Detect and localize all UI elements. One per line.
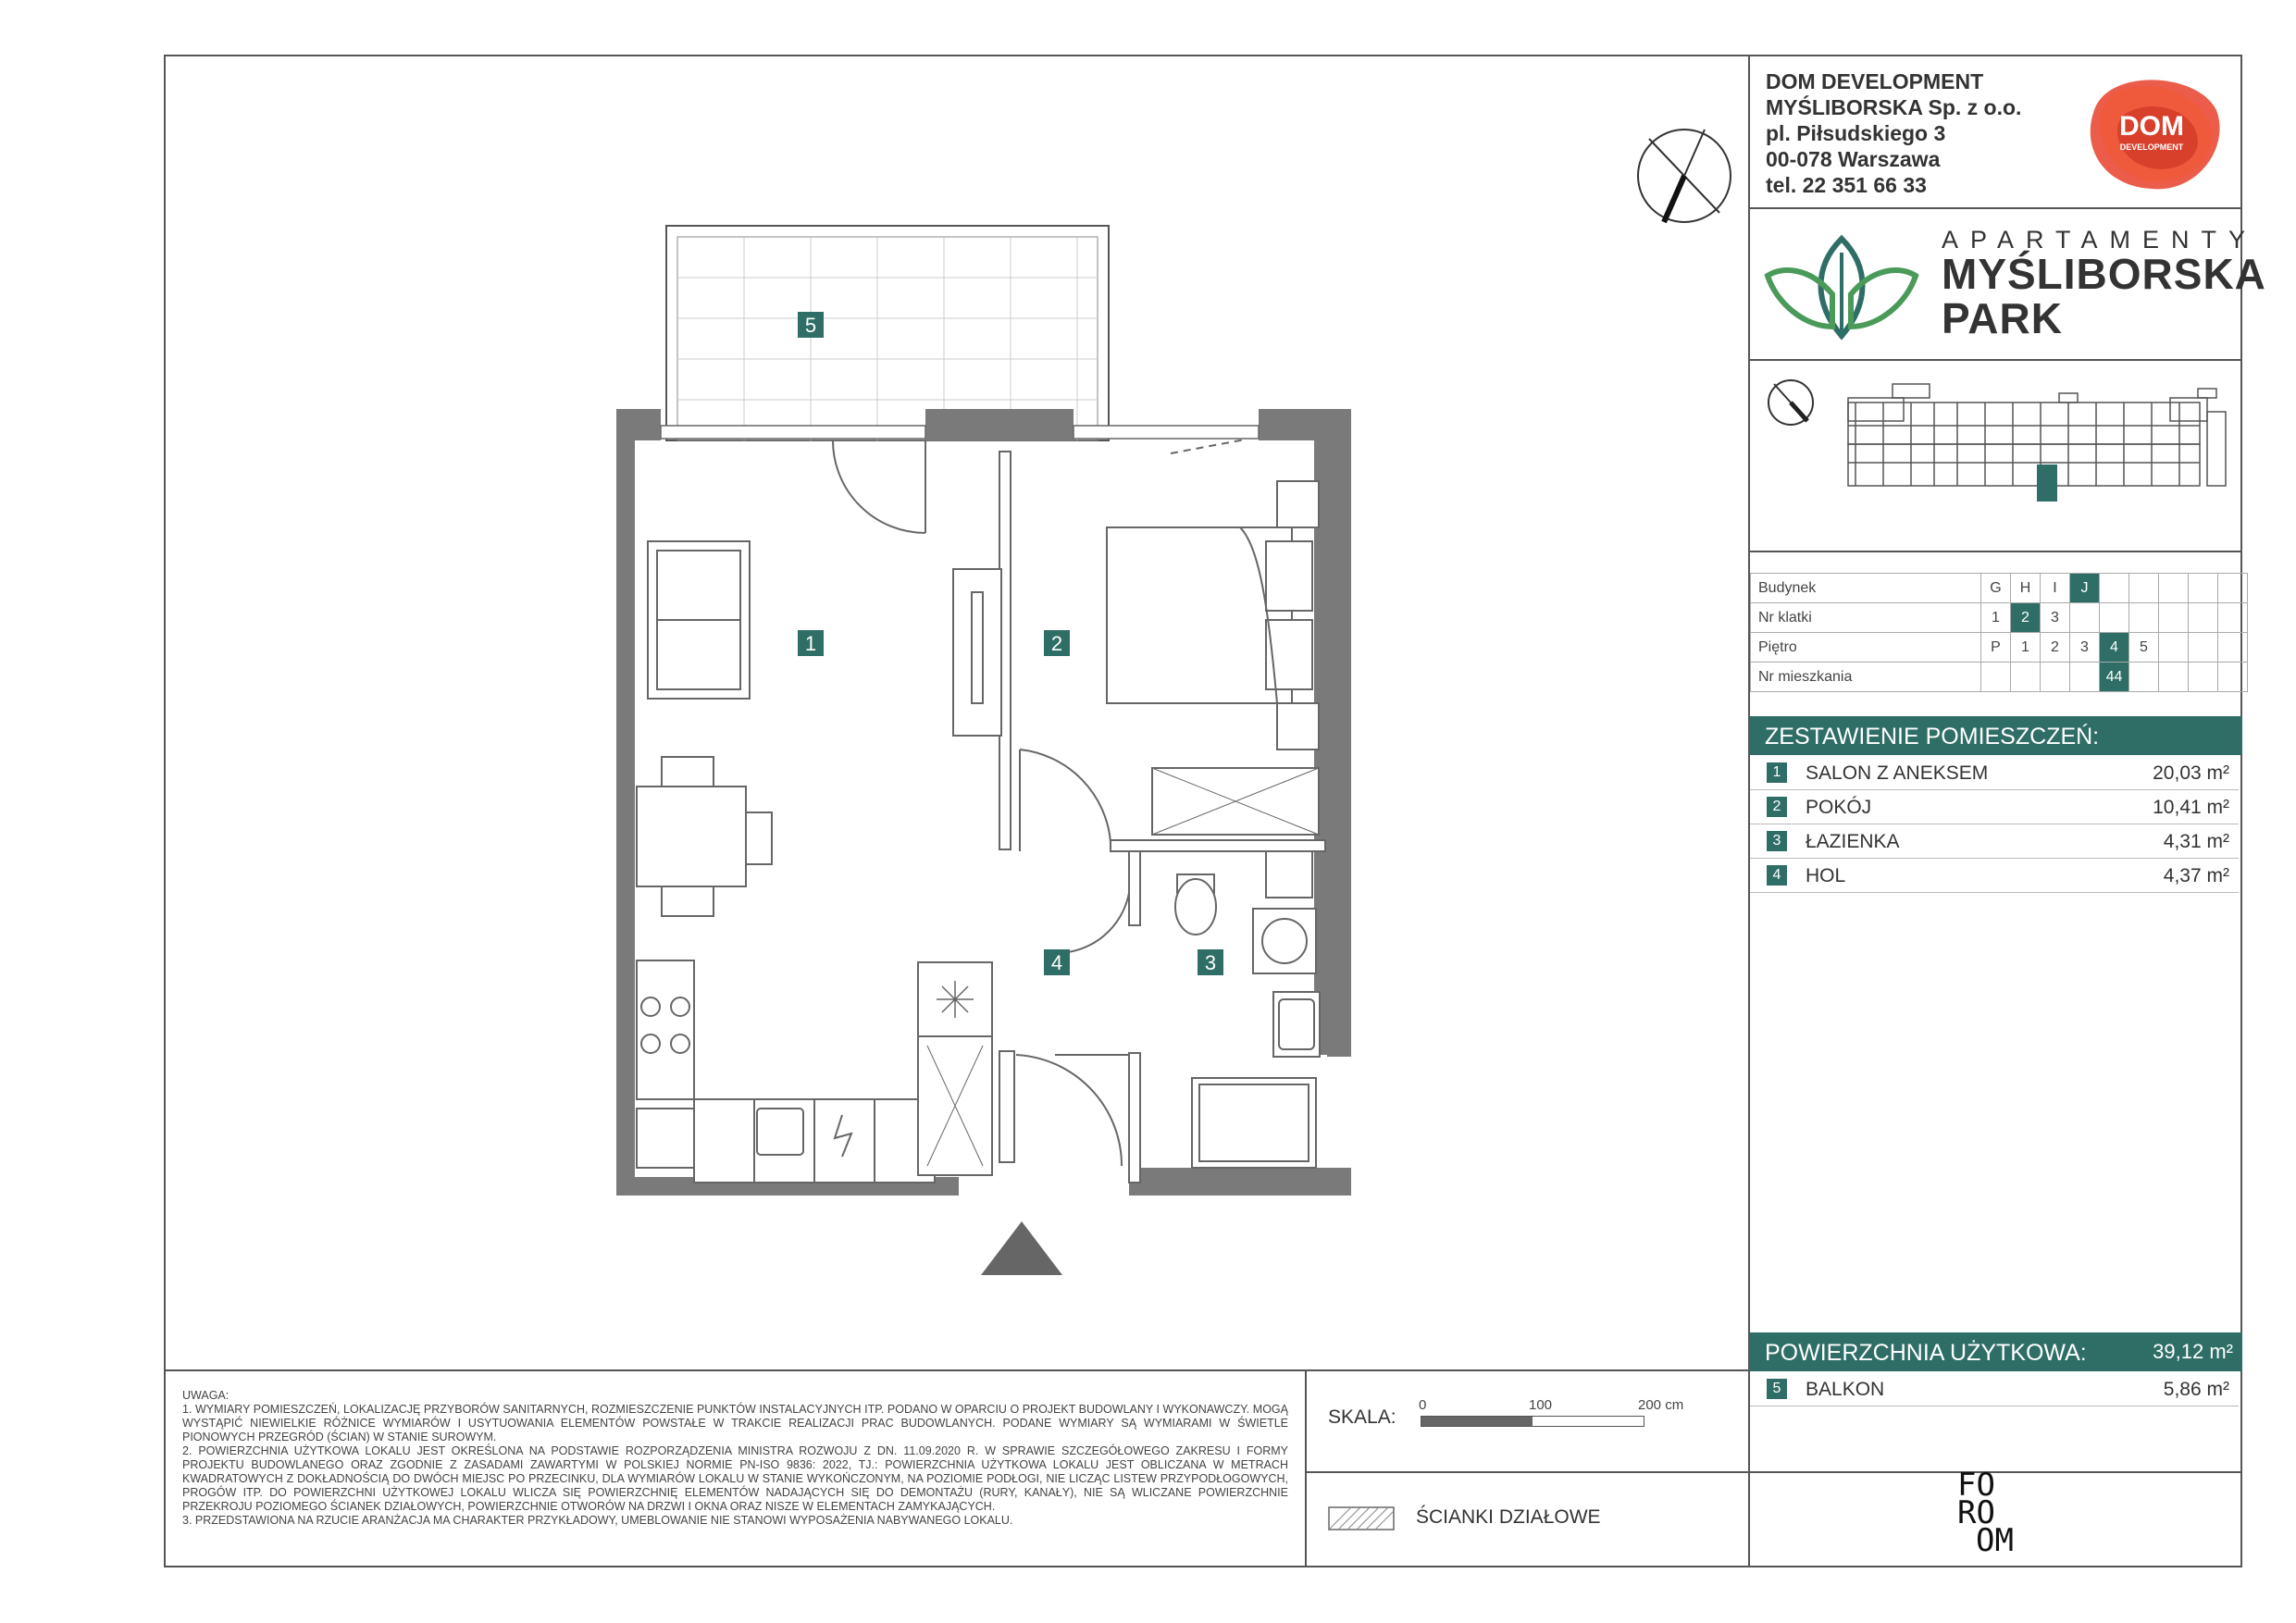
balcony-num: 5 <box>1767 1379 1787 1399</box>
usable-area-label: POWIERZCHNIA UŻYTKOWA: <box>1765 1340 2087 1366</box>
company-legal: MYŚLIBORSKA Sp. z o.o. <box>1766 95 2022 119</box>
info-cell <box>2129 603 2159 633</box>
info-cell <box>2159 633 2189 663</box>
room-row <box>1750 824 2239 859</box>
notes <box>182 1389 1288 1528</box>
entrance-arrow-icon <box>981 1221 1062 1275</box>
info-cell <box>2189 633 2218 663</box>
note-2: 2. POWIERZCHNIA UŻYTKOWA LOKALU JEST OKREŚLONA NA PODSTAWIE ROZPORZĄDZENIA MINISTRA ROZWOJU Z DN. 11.09.2020 R. W SPRAWIE SZCZEGÓŁOWEGO ZAKRESU I FORMY PROJEKTU BUDOWLANEGO ORAZ ZGODNIE Z ZASADAMI ZAWARTYMI W POLSKIEJ NORMIE PN-ISO 9836: 2022, TJ.: POWIERZCHNIA UŻYTKOWA LOKALU JEST OBLICZANA W METRACH KWADRATOWYCH Z DOKŁADNOŚCIĄ DO DWÓCH MIEJSC PO PRZECINKU, DLA WYMIARÓW LOKALU W STANIE WYKOŃCZONYM, NA POZIOMIE PODŁOGI, NIE LICZĄC LISTEW PRZYPODŁOGOWYCH, PROGÓW ITP. DO POWIERZCHNI UŻYTKOWEJ LOKALU WLICZA SIĘ POWIERZCHNIĘ ELEMENTÓW NADAJĄCYCH SIĘ DO DEMONTAŻU (RURY, KANAŁY), NIE SĄ WLICZANE POWIERZCHNIE PRZEKROJU POZIOMEGO ŚCIANEK DZIAŁOWYCH, POWIERZCHNIE OTWORÓW NA DRZWI I OKNA ORAZ NISZE W ELEMENTACH ZAMYKAJĄCYCH. <box>182 1444 1288 1513</box>
room-area: 4,31 m² <box>2163 831 2229 852</box>
info-cell <box>2159 663 2189 692</box>
room-area: 4,37 m² <box>2163 865 2229 886</box>
foroom-logo <box>1957 1467 2014 1559</box>
info-cell <box>2129 574 2159 603</box>
notes-title: UWAGA: <box>182 1389 230 1402</box>
compass-icon <box>1629 122 1740 233</box>
room-name: ŁAZIENKA <box>1806 831 1900 852</box>
room-row <box>1750 790 2239 824</box>
keyplan-highlight <box>2037 465 2057 502</box>
room-area: 20,03 m² <box>2153 762 2229 784</box>
plan-label-2: 2 <box>1050 632 1063 655</box>
room-area: 10,41 m² <box>2153 797 2229 818</box>
info-cell <box>2159 574 2189 603</box>
company-name: DOM DEVELOPMENT <box>1766 69 1984 93</box>
scale-label: SKALA: <box>1328 1406 1396 1428</box>
info-cell: J <box>2070 574 2100 603</box>
floor-plan <box>592 213 1425 1286</box>
legend-label: ŚCIANKI DZIAŁOWE <box>1416 1506 1601 1528</box>
room-row <box>1750 859 2239 893</box>
info-cell: P <box>1981 633 2011 663</box>
info-cell <box>2100 574 2129 603</box>
room-num: 4 <box>1767 865 1787 886</box>
room-name: HOL <box>1806 865 1846 886</box>
info-cell: 4 <box>2100 633 2129 663</box>
logo-development-text: DEVELOPMENT <box>2119 142 2184 152</box>
info-cell: I <box>2041 574 2070 603</box>
scale-bar-fill <box>1421 1417 1533 1426</box>
info-cell <box>2100 603 2129 633</box>
info-row-label: Piętro <box>1751 633 1981 663</box>
scale-tick-0: 0 <box>1419 1397 1427 1413</box>
info-cell: 2 <box>2041 633 2070 663</box>
info-cell <box>2218 574 2248 603</box>
info-cell: 1 <box>2011 633 2041 663</box>
info-cell: 3 <box>2070 633 2100 663</box>
scale-tick-100: 100 <box>1529 1397 1553 1413</box>
info-cell <box>2159 603 2189 633</box>
plan-label-1: 1 <box>804 632 817 655</box>
info-cell <box>2011 663 2041 692</box>
info-cell: G <box>1981 574 2011 603</box>
info-cell <box>2189 663 2218 692</box>
leaf-logo-icon <box>1763 229 1920 341</box>
footer-divider <box>164 1369 1750 1371</box>
info-cell <box>1981 663 2011 692</box>
info-row-label: Nr klatki <box>1751 603 1981 633</box>
sidebar-sep-2 <box>1750 359 2242 361</box>
info-cell: H <box>2011 574 2041 603</box>
info-cell <box>2189 574 2218 603</box>
room-name: POKÓJ <box>1806 797 1872 818</box>
room-num: 2 <box>1767 797 1787 817</box>
info-cell <box>2218 603 2248 633</box>
info-cell: 5 <box>2129 633 2159 663</box>
info-row-label: Budynek <box>1751 574 1981 603</box>
company-info <box>1766 68 2021 198</box>
balcony-area: 5,86 m² <box>2163 1379 2229 1400</box>
info-row <box>1751 574 2248 603</box>
info-table <box>1750 573 2248 692</box>
plan-label-3: 3 <box>1204 951 1217 974</box>
usable-area-bar <box>1750 1332 2242 1371</box>
project-name-line2: PARK <box>1942 294 2063 342</box>
info-cell: 1 <box>1981 603 2011 633</box>
project-name <box>1942 252 2266 341</box>
logo-dom-text: DOM <box>2119 111 2184 142</box>
sidebar-sep-1 <box>1750 207 2242 209</box>
info-cell <box>2129 663 2159 692</box>
info-row-label: Nr mieszkania <box>1751 663 1981 692</box>
info-row <box>1751 603 2248 633</box>
plan-label-5: 5 <box>804 314 817 337</box>
info-row <box>1751 633 2248 663</box>
balcony-name: BALKON <box>1806 1379 1885 1400</box>
foroom-line-2: RO <box>1957 1494 1995 1531</box>
info-row <box>1751 663 2248 692</box>
balcony-area-drawing <box>666 226 1109 440</box>
room-num: 1 <box>1767 762 1787 783</box>
plan-label-4: 4 <box>1050 951 1063 974</box>
dom-development-logo <box>2078 68 2226 198</box>
scale-tick-200: 200 cm <box>1638 1397 1684 1413</box>
project-subtitle: APARTAMENTY <box>1942 226 2258 254</box>
foroom-line-1: FO <box>1957 1467 1995 1504</box>
sidebar-sep-3 <box>1750 551 2242 552</box>
info-cell <box>2218 633 2248 663</box>
note-1: 1. WYMIARY POMIESZCZEŃ, LOKALIZACJĘ PRZYBORÓW SANITARNYCH, ROZMIESZCZENIE PUNKTÓW INSTALACYJNYCH ITP. PODANO W OPARCIU O PROJEKT BUDOWLANY I WYKONAWCZY. MOGĄ WYSTĄPIĆ NIEWIELKIE RÓŻNICE WYMIARÓW I USYTUOWANIA ELEMENTÓW POWSTAŁE W TRAKCIE REALIZACJI PRAC BUDOWLANYCH. PODANE WYMIARY SĄ WYMIARAMI W ŚWIETLE PIONOWYCH PRZEGRÓD (ŚCIAN) W STANIE SUROWYM. <box>182 1403 1288 1443</box>
info-cell: 2 <box>2011 603 2041 633</box>
rooms-header-text: ZESTAWIENIE POMIESZCZEŃ: <box>1765 724 2100 750</box>
info-cell: 3 <box>2041 603 2070 633</box>
info-cell <box>2070 603 2100 633</box>
room-name: SALON Z ANEKSEM <box>1806 762 1989 784</box>
info-cell: 44 <box>2100 663 2129 692</box>
key-plan <box>1763 370 2235 527</box>
company-city: 00-078 Warszawa <box>1766 147 1941 171</box>
footer-split-h <box>1305 1471 1750 1473</box>
hatch-legend-icon <box>1328 1506 1395 1530</box>
room-num: 3 <box>1767 831 1787 851</box>
info-cell <box>2218 663 2248 692</box>
balcony-row <box>1750 1372 2239 1406</box>
project-name-line1: MYŚLIBORSKA <box>1942 250 2266 298</box>
scale-bar <box>1421 1416 1644 1427</box>
rooms-header <box>1750 716 2242 755</box>
room-row <box>1750 756 2239 790</box>
company-phone: tel. 22 351 66 33 <box>1766 173 1927 197</box>
company-street: pl. Piłsudskiego 3 <box>1766 121 1946 145</box>
info-cell <box>2070 663 2100 692</box>
usable-area-value: 39,12 m² <box>2153 1340 2233 1363</box>
info-cell <box>2041 663 2070 692</box>
note-3: 3. PRZEDSTAWIONA NA RZUCIE ARANŻACJA MA CHARAKTER PRZYKŁADOWY, UMEBLOWANIE NIE STANOWI WYPOSAŻENIA NABYWANEGO LOKALU. <box>182 1514 1013 1527</box>
info-cell <box>2189 603 2218 633</box>
foroom-line-3: OM <box>1976 1522 2014 1559</box>
footer-split <box>1305 1369 1307 1567</box>
